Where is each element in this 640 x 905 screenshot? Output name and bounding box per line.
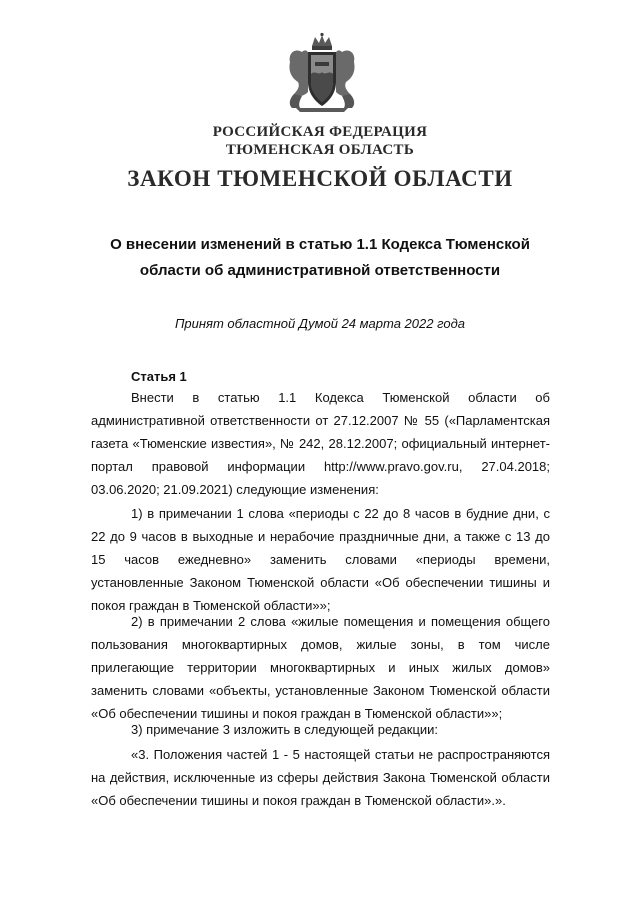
article-paragraph-item-2: 2) в примечании 2 слова «жилые помещения и помещения общего пользования многоквартирных домов, жилые зоны, в том числе прилегающие территории многоквартирных и иных жилых домов» заменить словами «объекты, установленные Законом Тюменской области «Об обеспечении тишины и покоя граждан в Тюменской области»»; [91, 614, 550, 721]
coat-of-arms-icon [282, 32, 362, 112]
article-paragraph-item-3: 3) примечание 3 изложить в следующей редакции: [131, 722, 439, 737]
article-paragraph-note-3: «3. Положения частей 1 - 5 настоящей статьи не распространяются на действия, исключенные из сферы действия Закона Тюменской области «Об обеспечении тишины и покоя граждан в Тюменской области».». [91, 747, 550, 808]
law-type-heading: ЗАКОН ТЮМЕНСКОЙ ОБЛАСТИ [127, 166, 513, 191]
region-heading: ТЮМЕНСКАЯ ОБЛАСТЬ [225, 142, 415, 158]
law-title-line-1: О внесении изменений в статью 1.1 Кодекса Тюменской [110, 236, 530, 253]
law-title [90, 232, 550, 284]
article-paragraph-item-1: 1) в примечании 1 слова «периоды с 22 до 8 часов в будние дни, с 22 до 9 часов в выходные и нерабочие праздничные дни, а также с 13 до 15 часов ежедневно» заменить словами «периоды времени, установленные Законом Тюменской области «Об обеспечении тишины и покоя граждан в Тюменской области»»; [91, 506, 550, 613]
article-heading: Статья 1 [131, 369, 187, 384]
law-title-line-2: области об административной ответственности [139, 262, 501, 279]
country-heading: РОССИЙСКАЯ ФЕДЕРАЦИЯ [212, 124, 428, 140]
adoption-note: Принят областной Думой 24 марта 2022 года [175, 316, 465, 331]
article-paragraph-intro: Внести в статью 1.1 Кодекса Тюменской области об административной ответственности от 27.12.2007 № 55 («Парламентская газета «Тюменские известия», № 242, 28.12.2007; официальный интернет-портал правовой информации http://www.pravo.gov.ru, 27.04.2018; 03.06.2020; 21.09.2021) следующие изменения: [91, 390, 550, 497]
